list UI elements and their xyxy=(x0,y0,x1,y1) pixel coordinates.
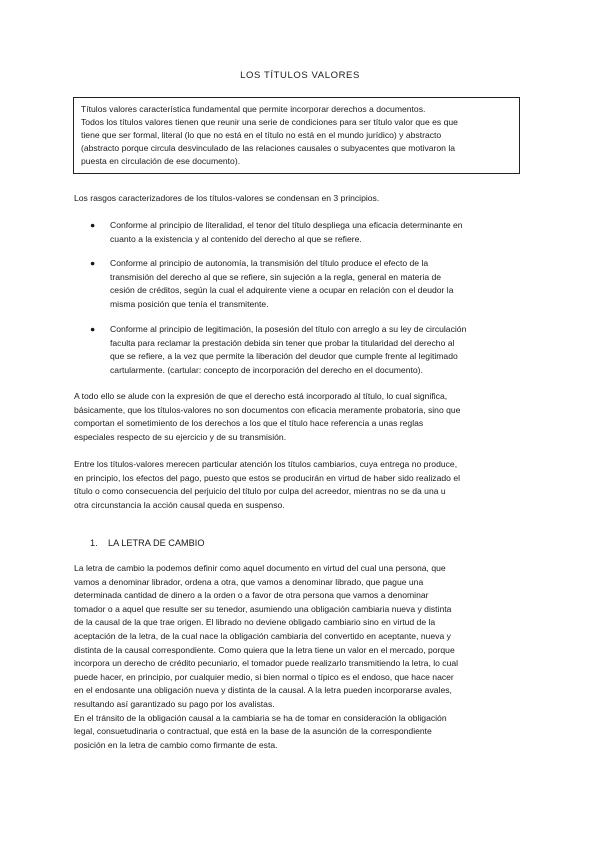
bullet-line: faculta para reclamar la prestación debida sin tener que probar la titularidad del derecho al xyxy=(110,337,455,348)
paragraph-line: determinada cantidad de dinero a la orden o a favor de otra persona que vamos a denominar xyxy=(74,590,429,601)
paragraph-line: título o como consecuencia del perjuicio del título por culpa del acreedor, mientras no se da una u xyxy=(74,486,446,497)
paragraph-line: en principio, los efectos del pago, puesto que estos se producirán en virtud de haber sido realizado el xyxy=(74,472,461,483)
bullet-line: que se refiere, a la vez que permite la liberación del deudor que cumple frente al legitimado xyxy=(110,351,458,362)
definition-box xyxy=(73,97,520,174)
paragraph-line: especiales respecto de su ejercicio y de su transmisión. xyxy=(74,431,287,442)
bullet-line: cesión de créditos, según la cual el adquirente viene a ocupar en relación con el deudor la xyxy=(110,285,454,296)
bullet-line: Conforme al principio de autonomía, la transmisión del título produce el efecto de la xyxy=(110,258,429,268)
bullet-line: transmisión del derecho al que se refiere, sin sujeción a la regla, general en materia de xyxy=(110,271,442,282)
paragraph-line: distinta de la causal correspondiente. Como quiera que la letra tiene un valor en el mercado, porque xyxy=(74,644,455,655)
paragraph-line: comportan el sometimiento de los derechos a los que el título hace referencia a unas reglas xyxy=(74,418,424,429)
paragraph-line: vamos a denominar librador, ordena a otra, que vamos a denominar librado, que pague una xyxy=(74,576,424,587)
cambiarios-paragraph xyxy=(74,458,529,512)
paragraph-line: posición en la letra de cambio como firmante de esta. xyxy=(74,739,278,750)
paragraph-line: En el tránsito de la obligación causal a la cambiaria se ha de tomar en consideración la obligación xyxy=(74,712,447,723)
paragraph-line: en el endosante una obligación nueva y distinta de la causal. A la letra pueden incorporarse avales, xyxy=(74,685,452,696)
box-line: Títulos valores característica fundamental que permite incorporar derechos a documentos. xyxy=(81,104,426,114)
box-line: tiene que ser formal, literal (lo que no está en el título no está en el mundo jurídico) y abstracto xyxy=(81,130,442,140)
section-number: 1. xyxy=(90,538,98,548)
paragraph-line: La letra de cambio la podemos definir como aquel documento en virtud del cual una persona, que xyxy=(74,563,446,573)
incorporation-paragraph xyxy=(74,390,529,444)
bullet-text xyxy=(110,323,530,377)
paragraph-line: tomador o a aquel que resulte ser su tenedor, asumiendo una obligación cambiaria nueva y distinta xyxy=(74,603,452,614)
paragraph-line: A todo ello se alude con la expresión de que el derecho está incorporado al título, lo cual significa, xyxy=(74,391,448,401)
letra-paragraph xyxy=(74,562,529,752)
section-label: LA LETRA DE CAMBIO xyxy=(108,538,205,548)
bullet-line: cartularmente. (cartular: concepto de incorporación del derecho en el documento). xyxy=(110,364,423,375)
paragraph-line: básicamente, que los títulos-valores no son documentos con eficacia meramente probatoria, sino que xyxy=(74,404,461,415)
document-title: LOS TÍTULOS VALORES xyxy=(240,70,360,81)
box-line: puesta en circulación de ese documento). xyxy=(81,156,241,166)
bullet-marker-icon: ● xyxy=(90,324,96,334)
section-heading-letra-de-cambio xyxy=(90,538,205,548)
bullet-text xyxy=(110,219,530,246)
paragraph-line: otra circunstancia la acción causal queda en suspenso. xyxy=(74,499,285,510)
bullet-line: Conforme al principio de legitimación, la posesión del título con arreglo a su ley de circulación xyxy=(110,324,467,334)
paragraph-line: legal, consuetudinaria o contractual, que está en la base de la asunción de la correspondiente xyxy=(74,726,432,737)
paragraph-line: aceptación de la letra, de la cual nace la obligación cambiaria del convertido en aceptante, nueva y xyxy=(74,630,451,641)
paragraph-line: resultando así garantizado su pago por los avalistas. xyxy=(74,698,275,709)
paragraph-line: de la causal de la que trae origen. El librado no deviene obligado cambiario sino en virtud de la xyxy=(74,617,436,628)
bullet-line: Conforme al principio de literalidad, el tenor del título despliega una eficacia determinante en xyxy=(110,220,463,230)
bullet-text xyxy=(110,257,530,311)
bullet-line: misma posición que tenía el transmitente. xyxy=(110,298,269,309)
paragraph-line: Entre los títulos-valores merecen particular atención los títulos cambiarios, cuya entrega no produce, xyxy=(74,459,458,469)
bullet-marker-icon: ● xyxy=(90,258,96,268)
box-line: (abstracto porque circula desvinculado de las relaciones causales o subyacentes que motivaron la xyxy=(81,143,456,153)
paragraph-line: incorpora un derecho de crédito pecuniario, el tomador puede realizarlo transmitiendo la letra, lo cual xyxy=(74,658,459,669)
bullet-line: cuanto a la existencia y al contenido del derecho al que se refiere. xyxy=(110,233,362,244)
bullet-marker-icon: ● xyxy=(90,220,96,230)
intro-paragraph: Los rasgos caracterizadores de los títulos-valores se condensan en 3 principios. xyxy=(74,193,380,203)
box-line: Todos los títulos valores tienen que reunir una serie de condiciones para ser título valor que es que xyxy=(81,117,458,127)
paragraph-line: puede hacer, en principio, por cualquier medio, si bien normal o típico es el endoso, que hace nacer xyxy=(74,671,454,682)
